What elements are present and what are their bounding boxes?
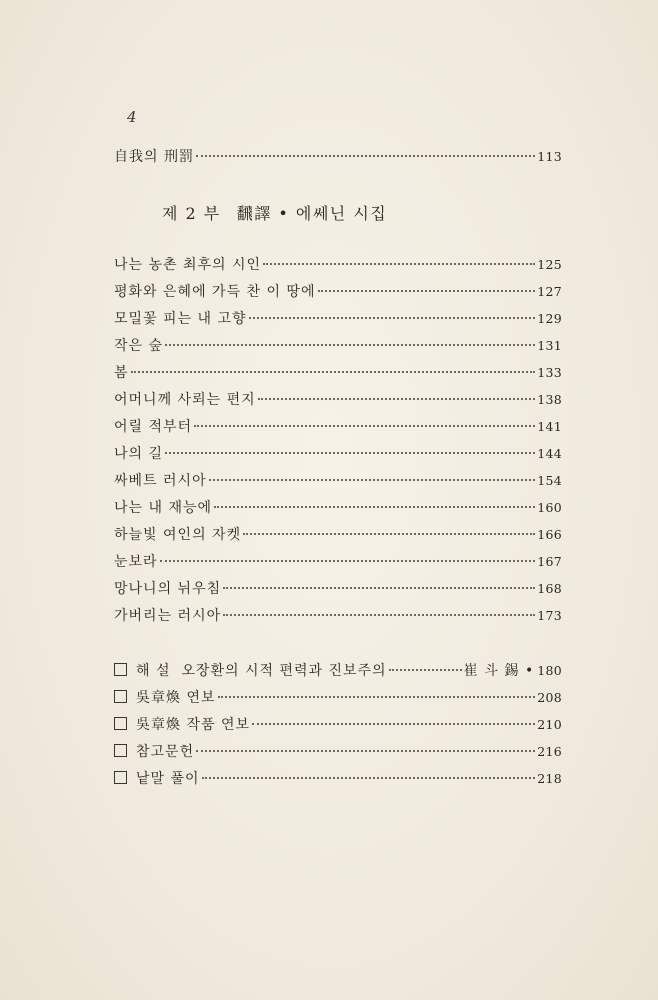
toc-entry-title: 작은 숲 xyxy=(114,338,164,354)
dot-leader xyxy=(258,398,536,400)
appendix-entry-page: 208 xyxy=(537,690,562,705)
dot-leader xyxy=(318,290,536,292)
page-number: 4 xyxy=(127,108,137,126)
dot-leader xyxy=(202,777,536,779)
toc-entry-page: 168 xyxy=(537,581,562,596)
toc-entry-title: 하늘빛 여인의 자켓 xyxy=(114,527,242,543)
appendix-entry-title: 해 설 오장환의 시적 편력과 진보주의 xyxy=(136,663,387,679)
dot-leader xyxy=(160,560,536,562)
toc-entry-title: 나는 농촌 최후의 시인 xyxy=(114,257,262,273)
appendix-entry-page: 216 xyxy=(537,744,562,759)
toc-entry xyxy=(114,524,562,546)
toc-entry-page: 131 xyxy=(537,338,562,353)
toc-entry xyxy=(114,362,562,384)
dot-leader xyxy=(165,452,535,454)
toc-entry-page: 144 xyxy=(537,446,562,461)
dot-leader xyxy=(249,317,536,319)
dot-leader xyxy=(223,614,535,616)
square-bullet-icon xyxy=(114,663,127,676)
toc-entry xyxy=(114,605,562,627)
toc-entry xyxy=(114,416,562,438)
appendix-entry-title: 참고문헌 xyxy=(136,744,195,760)
appendix-entry-title: 吳章煥 작품 연보 xyxy=(136,717,250,733)
appendix-entry-title: 낱말 풀이 xyxy=(136,771,200,787)
part-heading xyxy=(162,201,387,224)
toc-entry-title: 나의 길 xyxy=(114,446,164,462)
part-label: 제 2 부 xyxy=(162,204,221,223)
toc-entry-title: 평화와 은혜에 가득 찬 이 땅에 xyxy=(114,284,316,300)
toc-entry-title: 어릴 적부터 xyxy=(114,419,193,435)
dot-leader xyxy=(243,533,535,535)
dot-leader xyxy=(389,669,462,671)
toc-entry-page: 127 xyxy=(537,284,562,299)
toc-entry xyxy=(114,308,562,330)
toc-entry-title: 봄 xyxy=(114,365,129,381)
appendix-entry-page: 180 xyxy=(537,663,562,678)
dot-leader xyxy=(194,425,535,427)
square-bullet-icon xyxy=(114,744,127,757)
toc-entry xyxy=(114,470,562,492)
toc-entry-page: 154 xyxy=(537,473,562,488)
dot-leader xyxy=(263,263,535,265)
toc-entry xyxy=(114,497,562,519)
appendix-entry xyxy=(114,741,562,763)
toc-entry xyxy=(114,389,562,411)
appendix-entry-title: 吳章煥 연보 xyxy=(136,690,216,706)
appendix-entry xyxy=(114,714,562,736)
appendix-entry xyxy=(114,687,562,709)
toc-entry-title: 싸베트 러시아 xyxy=(114,473,207,489)
toc-entry-page: 129 xyxy=(537,311,562,326)
toc-entry-title: 가버리는 러시아 xyxy=(114,608,222,624)
square-bullet-icon xyxy=(114,717,127,730)
appendix-entry-page: 210 xyxy=(537,717,562,732)
toc-entry xyxy=(114,578,562,600)
toc-entry xyxy=(114,551,562,573)
toc-entry-title: 自我의 刑罰 xyxy=(114,149,194,165)
toc-entry xyxy=(114,254,562,276)
toc-entry-title: 어머니께 사뢰는 편지 xyxy=(114,392,256,408)
toc-entry-page: 141 xyxy=(537,419,562,434)
toc-entry xyxy=(114,281,562,303)
toc-entry xyxy=(114,443,562,465)
dot-leader xyxy=(209,479,536,481)
toc-entry-title: 눈보라 xyxy=(114,554,158,570)
part-title: 飜譯 • 에쎄닌 시집 xyxy=(236,204,388,223)
toc-entry-page: 166 xyxy=(537,527,562,542)
dot-leader xyxy=(196,155,535,157)
toc-entry-title: 나는 내 재능에 xyxy=(114,500,213,516)
appendix-entry-page: 218 xyxy=(537,771,562,786)
toc-entry-title: 모밀꽃 피는 내 고향 xyxy=(114,311,247,327)
toc-entry-page: 113 xyxy=(537,149,562,164)
square-bullet-icon xyxy=(114,771,127,784)
dot-leader xyxy=(252,723,535,725)
dot-leader xyxy=(131,371,536,373)
toc-entry-top xyxy=(114,146,562,168)
toc-entry-page: 125 xyxy=(537,257,562,272)
dot-leader xyxy=(223,587,535,589)
dot-leader xyxy=(214,506,535,508)
appendix-entry xyxy=(114,768,562,790)
toc-entry-title: 망나니의 뉘우침 xyxy=(114,581,222,597)
toc-entry-page: 160 xyxy=(537,500,562,515)
dot-leader xyxy=(218,696,536,698)
square-bullet-icon xyxy=(114,690,127,703)
toc-entry-page: 138 xyxy=(537,392,562,407)
appendix-entry xyxy=(114,660,562,682)
appendix-entry-author: 崔 斗 錫 • xyxy=(463,663,535,679)
toc-entry-page: 167 xyxy=(537,554,562,569)
toc-entry xyxy=(114,335,562,357)
toc-entry-page: 173 xyxy=(537,608,562,623)
dot-leader xyxy=(196,750,535,752)
dot-leader xyxy=(165,344,535,346)
toc-entry-page: 133 xyxy=(537,365,562,380)
